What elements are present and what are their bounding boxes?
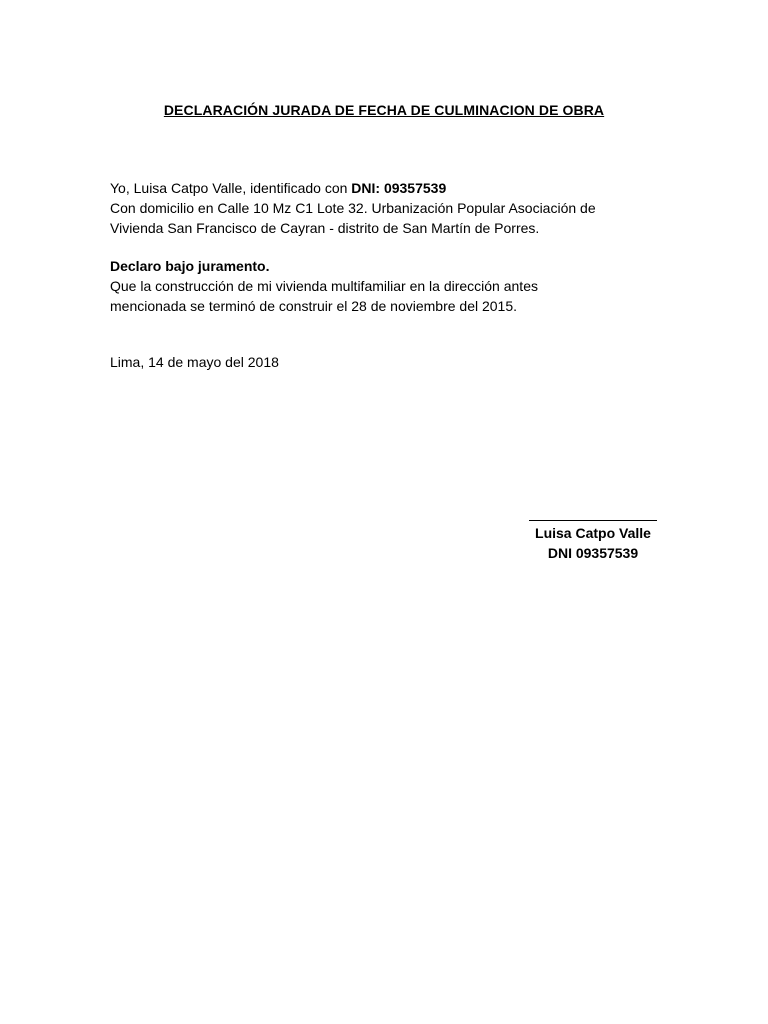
place-date: Lima, 14 de mayo del 2018 bbox=[110, 354, 279, 370]
statement-line-1: Que la construcción de mi vivienda multifamiliar en la dirección antes bbox=[110, 278, 538, 294]
signature-line bbox=[529, 520, 657, 521]
declaration-heading: Declaro bajo juramento. bbox=[110, 258, 270, 274]
address-line-2: Vivienda San Francisco de Cayran - distrito de San Martín de Porres. bbox=[110, 220, 540, 236]
intro-dni: DNI: 09357539 bbox=[351, 180, 447, 196]
address-line-1: Con domicilio en Calle 10 Mz C1 Lote 32. Urbanización Popular Asociación de bbox=[110, 200, 596, 216]
statement-line-2: mencionada se terminó de construir el 28 de noviembre del 2015. bbox=[110, 298, 518, 314]
signature-name: Luisa Catpo Valle bbox=[535, 525, 651, 541]
signature-dni: DNI 09357539 bbox=[547, 545, 639, 561]
document-title: DECLARACIÓN JURADA DE FECHA DE CULMINACION DE OBRA bbox=[163, 102, 605, 118]
intro-text: Yo, Luisa Catpo Valle, identificado con bbox=[110, 180, 352, 196]
intro-line bbox=[110, 178, 446, 198]
